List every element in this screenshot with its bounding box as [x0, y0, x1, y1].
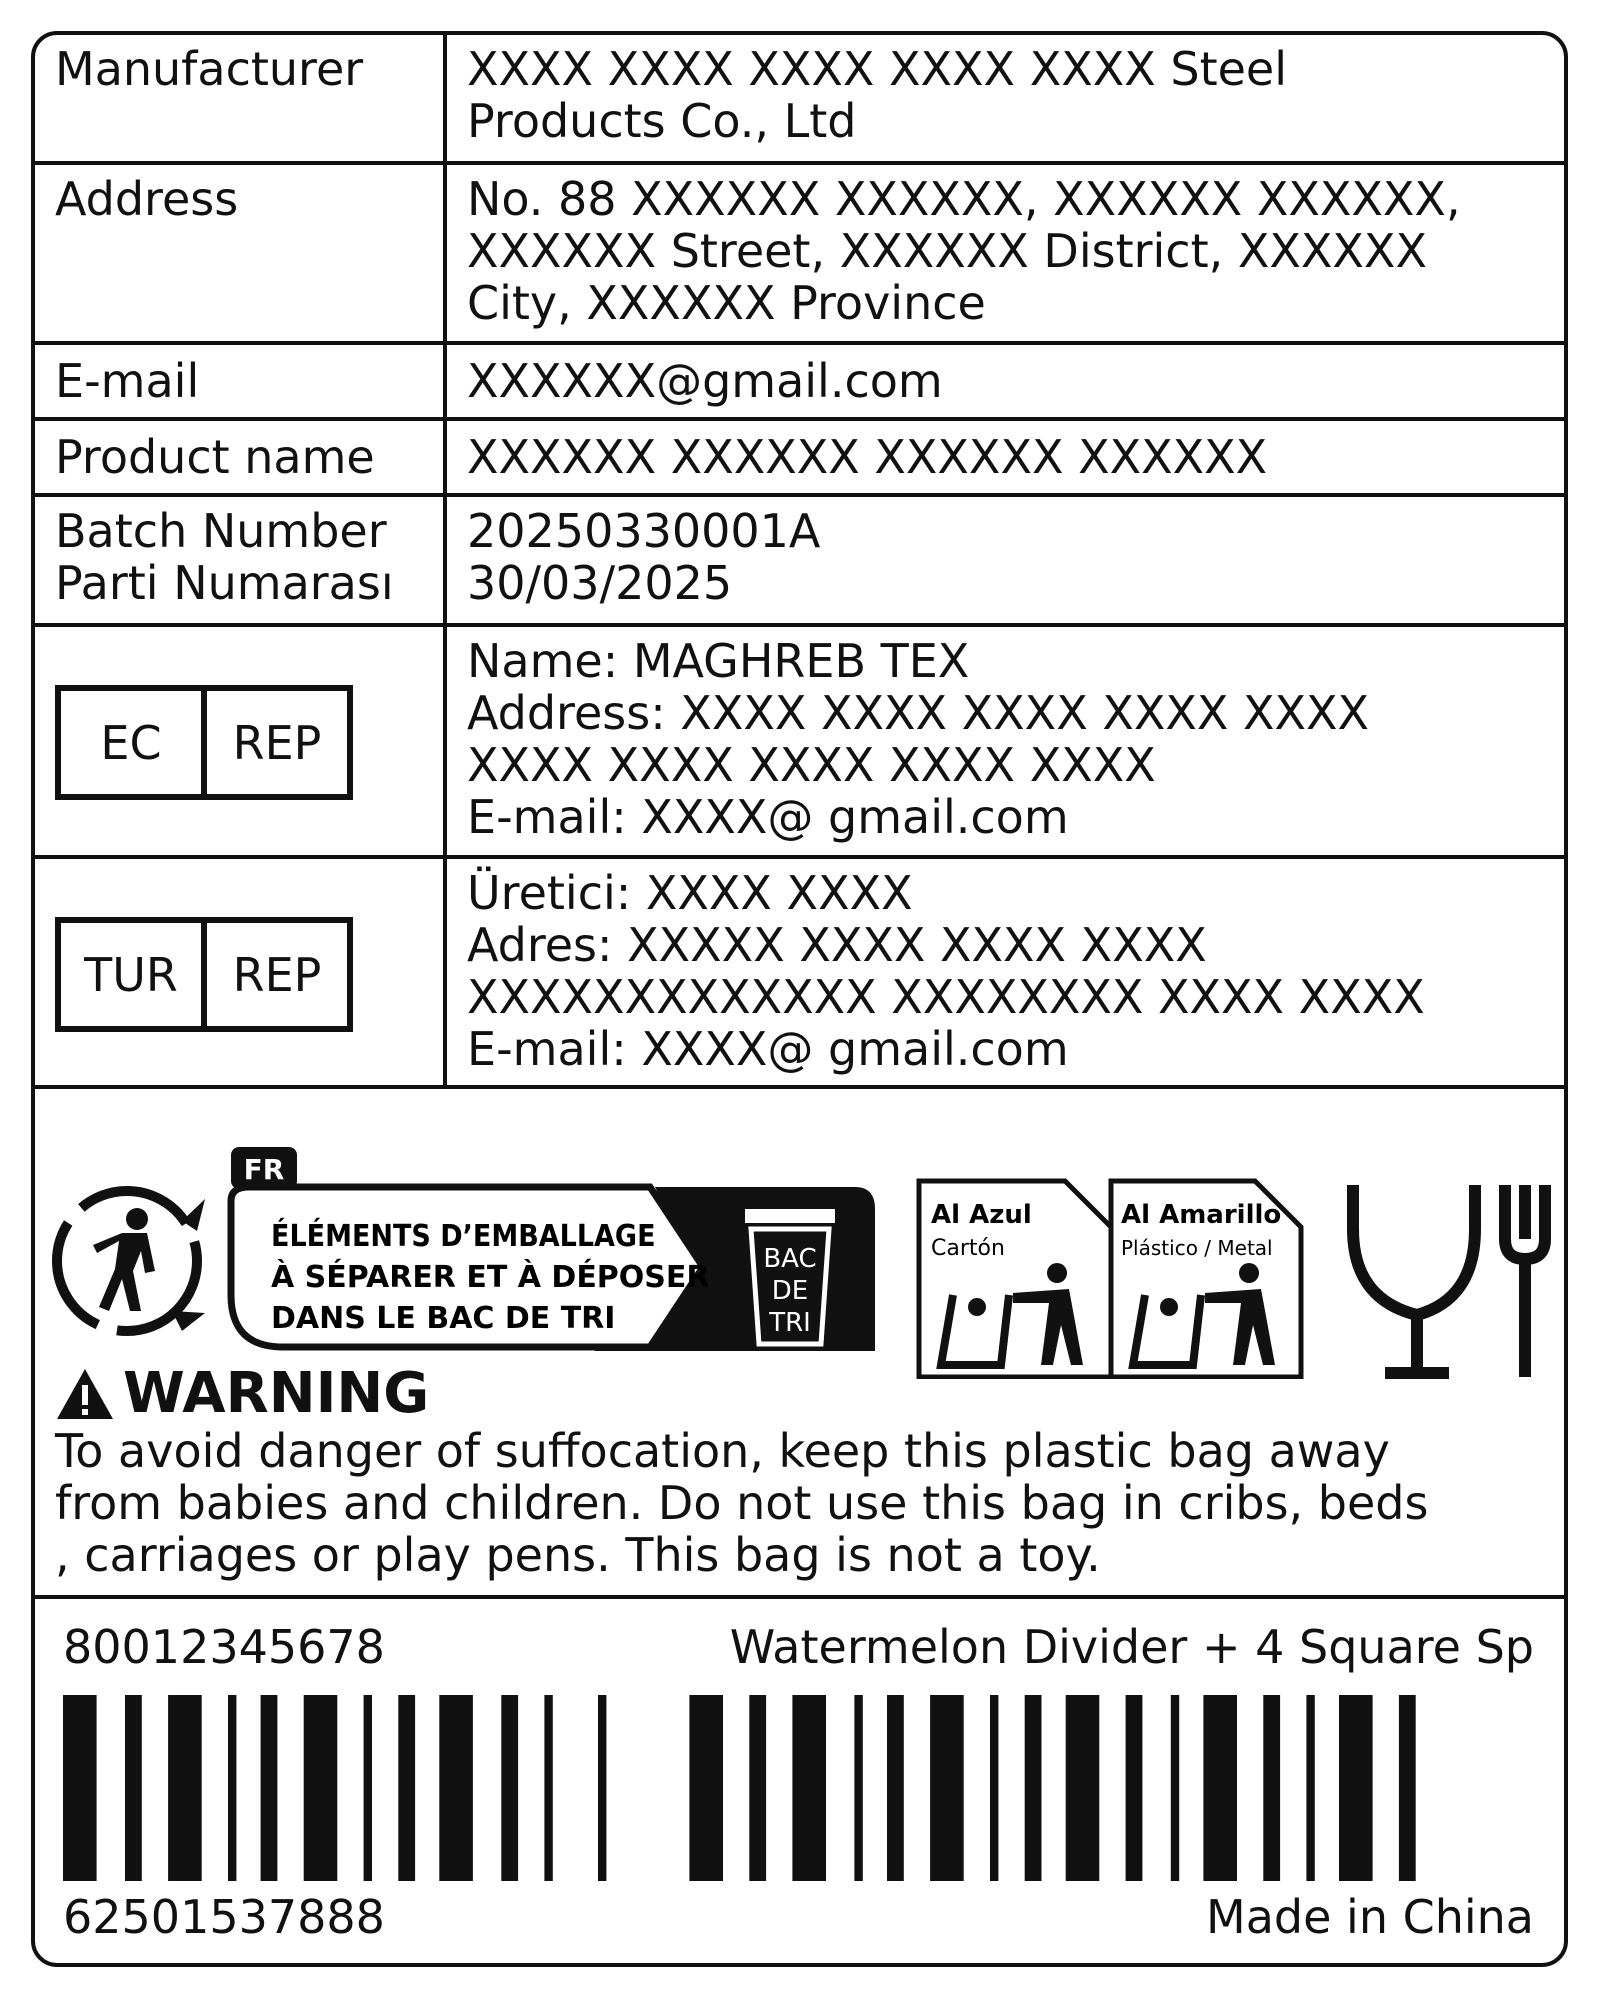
address-line-3: City, XXXXXX Province	[467, 276, 986, 330]
barcode-bar	[228, 1695, 236, 1881]
warning-line-2: from babies and children. Do not use this bag in cribs, beds	[55, 1476, 1429, 1530]
address-line-2: XXXXXX Street, XXXXXX District, XXXXXX	[467, 224, 1427, 278]
ec-rep-name: Name: MAGHREB TEX	[467, 634, 970, 688]
tur-text: TUR	[84, 947, 178, 1002]
fr-tag-text: FR	[243, 1153, 285, 1186]
barcode-bottom-number: 62501537888	[63, 1890, 385, 1944]
barcode-top-number: 80012345678	[63, 1620, 385, 1674]
manufacturer-line-2: Products Co., Ltd	[467, 94, 857, 148]
ec-rep-symbol	[55, 685, 353, 800]
barcode-bar	[544, 1695, 552, 1881]
manufacturer-line-1: XXXX XXXX XXXX XXXX XXXX Steel	[467, 42, 1287, 96]
bin-text-2: DE	[771, 1276, 809, 1306]
barcode-product-name: Watermelon Divider + 4 Square Sp	[729, 1620, 1534, 1674]
address-label: Address	[55, 172, 239, 226]
tur-rep-manufacturer: Üretici: XXXX XXXX	[467, 866, 913, 920]
barcode-bar	[1263, 1695, 1280, 1881]
barcode-bar	[1025, 1695, 1042, 1881]
info-tri-banner	[231, 1187, 875, 1351]
batch-label-tr: Parti Numarası	[55, 556, 394, 610]
batch-row	[35, 497, 1564, 627]
batch-number: 20250330001A	[467, 504, 821, 558]
bin-text-1: BAC	[763, 1244, 817, 1274]
warning-text	[55, 1425, 1428, 1581]
product-label-text: Product name	[55, 430, 375, 484]
ec-rep-row	[35, 627, 1564, 859]
warning-triangle-icon	[55, 1367, 115, 1421]
ec-rep-text: REP	[201, 691, 347, 794]
address-line-1: No. 88 XXXXXX XXXXXX, XXXXXX XXXXXX,	[467, 172, 1461, 226]
email-row	[35, 345, 1564, 421]
al-amarillo-icon	[1111, 1181, 1301, 1377]
barcode-bar	[304, 1695, 338, 1881]
made-in-label: Made in China	[1206, 1890, 1534, 1944]
barcode-bar	[1126, 1695, 1143, 1881]
barcode-bar	[990, 1695, 998, 1881]
barcode-bar	[1339, 1695, 1373, 1881]
barcode-bar	[261, 1695, 278, 1881]
manufacturer-row	[35, 35, 1564, 165]
barcode-bar	[1171, 1695, 1179, 1881]
al-azul-title: Al Azul	[931, 1200, 1032, 1230]
warning-line-3: , carriages or play pens. This bag is not a toy.	[55, 1528, 1101, 1582]
email-label: E-mail	[55, 354, 200, 408]
batch-date: 30/03/2025	[467, 556, 733, 610]
barcode-bar	[749, 1695, 766, 1881]
tur-rep-text: REP	[201, 923, 347, 1026]
tur-rep-row	[35, 859, 1564, 1089]
barcode-bar	[125, 1695, 142, 1881]
barcode-bar	[887, 1695, 904, 1881]
al-azul-sub: Cartón	[931, 1236, 1005, 1261]
barcode	[63, 1695, 1537, 1881]
warning-line-1: To avoid danger of suffocation, keep this plastic bag away	[55, 1424, 1390, 1478]
barcode-bar	[792, 1695, 826, 1881]
barcode-bar	[398, 1695, 415, 1881]
barcode-bar	[63, 1695, 97, 1881]
barcode-bar	[930, 1695, 964, 1881]
barcode-bar	[1066, 1695, 1100, 1881]
barcode-bar	[501, 1695, 518, 1881]
product-row	[35, 421, 1564, 497]
barcode-bar	[1306, 1695, 1314, 1881]
triman-line-3: DANS LE BAC DE TRI	[271, 1301, 616, 1336]
warning-heading	[55, 1363, 429, 1425]
tur-rep-address-2: XXXXXXXXXXXXX XXXXXXXX XXXX XXXX	[467, 970, 1425, 1024]
barcode-bar	[364, 1695, 372, 1881]
address-row	[35, 165, 1564, 345]
ec-text: EC	[100, 715, 162, 770]
manufacturer-label: Manufacturer	[55, 42, 364, 96]
bin-text-3: TRI	[769, 1308, 811, 1338]
barcode-bar	[1399, 1695, 1416, 1881]
barcode-separator	[35, 1595, 1564, 1599]
warning-title: WARNING	[123, 1361, 430, 1426]
barcode-bar	[439, 1695, 473, 1881]
triman-line-1: ÉLÉMENTS D’EMBALLAGE	[271, 1219, 656, 1254]
tur-rep-address-1: Adres: XXXXX XXXX XXXX XXXX	[467, 918, 1207, 972]
ec-rep-email: E-mail: XXXX@ gmail.com	[467, 790, 1069, 844]
ec-rep-address-2: XXXX XXXX XXXX XXXX XXXX	[467, 738, 1156, 792]
al-azul-icon	[919, 1181, 1111, 1377]
email-value: XXXXXX@gmail.com	[467, 354, 943, 408]
product-value: XXXXXX XXXXXX XXXXXX XXXXXX	[467, 430, 1268, 484]
barcode-bar	[1203, 1695, 1237, 1881]
barcode-bar	[168, 1695, 202, 1881]
barcode-bar	[598, 1695, 606, 1881]
food-contact-icon	[1353, 1185, 1545, 1377]
triman-icon	[57, 1191, 205, 1331]
ec-rep-address-1: Address: XXXX XXXX XXXX XXXX XXXX	[467, 686, 1370, 740]
product-label	[31, 31, 1568, 1967]
fr-tag	[231, 1147, 297, 1189]
tur-rep-email: E-mail: XXXX@ gmail.com	[467, 1022, 1069, 1076]
al-amarillo-title: Al Amarillo	[1121, 1200, 1282, 1230]
barcode-bar	[854, 1695, 862, 1881]
al-amarillo-sub: Plástico / Metal	[1121, 1236, 1273, 1260]
recycling-symbols	[35, 1089, 1564, 1379]
triman-line-2: À SÉPARER ET À DÉPOSER	[271, 1260, 710, 1295]
tur-rep-symbol	[55, 917, 353, 1032]
barcode-bar	[689, 1695, 723, 1881]
batch-label-en: Batch Number	[55, 504, 387, 558]
